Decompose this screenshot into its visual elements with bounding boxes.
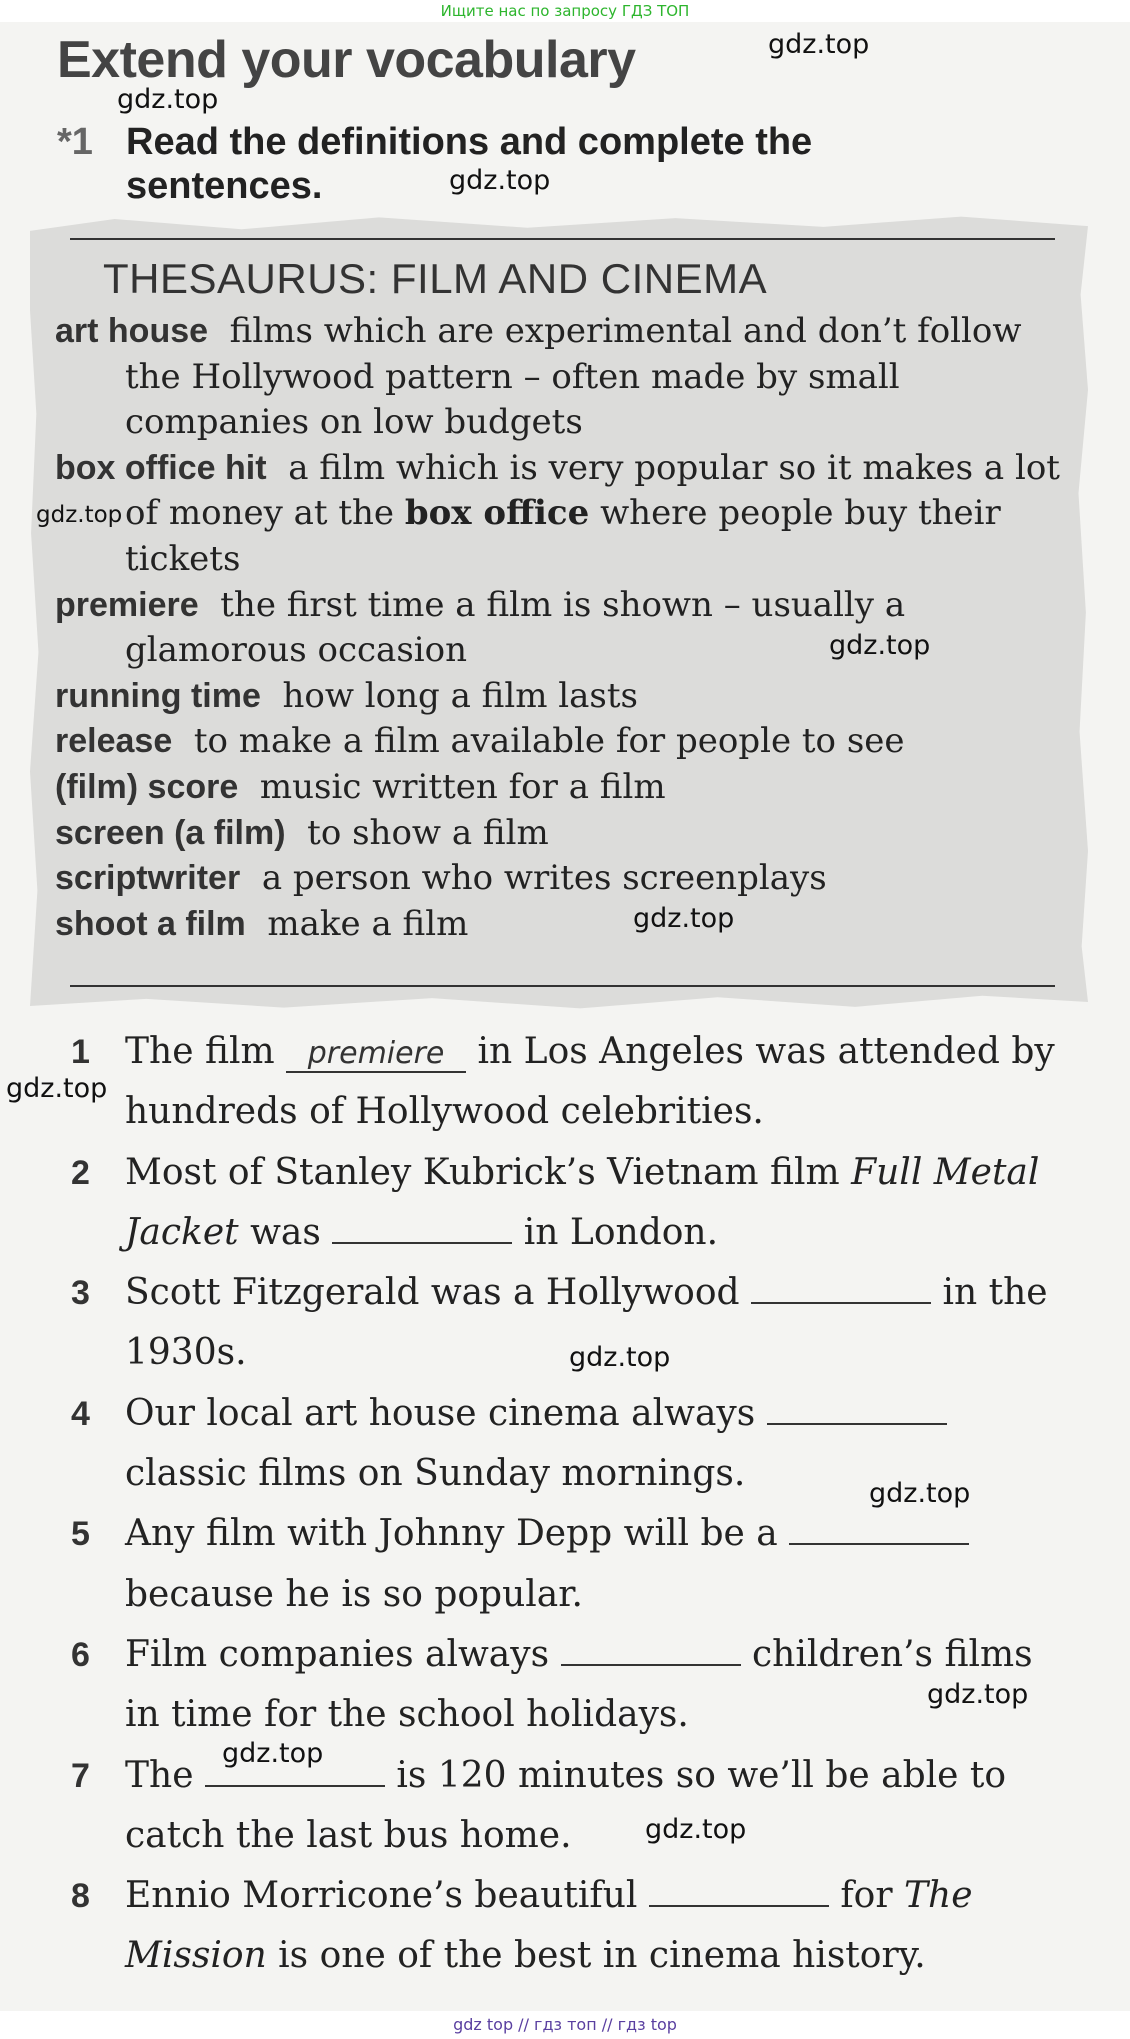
exercise-text: children’s films in time for the school holidays.	[125, 1633, 1033, 1736]
exercise-number: 7	[71, 1756, 90, 1795]
exercise-text: is one of the best in cinema history.	[278, 1935, 926, 1977]
instruction-number: *1	[57, 121, 93, 163]
exercise-text: Any film with Johnny Depp will be a	[125, 1513, 778, 1555]
definition-text: films which are experimental and don’t follow the Hollywood pattern – often made by small companies on low budgets	[125, 311, 1022, 443]
thesaurus-top-rule	[70, 238, 1055, 240]
exercise-text: for	[840, 1875, 893, 1917]
exercise-text: Film companies always	[125, 1633, 550, 1675]
exercise-text: in the 1930s.	[125, 1272, 1048, 1374]
watermark: gdz.top	[927, 1679, 1029, 1710]
watermark: gdz.top	[768, 29, 870, 60]
definition-text: a person who writes screenplays	[261, 858, 827, 899]
watermark: gdz.top	[569, 1342, 671, 1373]
definition-text: a film which is very popular so it makes a lot of money at the	[125, 447, 1060, 534]
thesaurus-bottom-rule	[70, 985, 1055, 987]
definition-bold-term: box office	[404, 493, 590, 534]
term: screen (a film)	[55, 813, 286, 852]
definition-text: how long a film lasts	[282, 675, 638, 716]
exercise-number: 5	[71, 1515, 90, 1554]
definition-release	[55, 719, 1065, 765]
exercise-text: The	[125, 1754, 194, 1796]
answer-blank[interactable]	[789, 1509, 969, 1545]
watermark: gdz.top	[449, 165, 551, 196]
top-banner[interactable]: Ищите нас по запросу ГДЗ ТОП	[0, 0, 1130, 22]
instruction-text: Read the definitions and complete the sentences.	[126, 121, 813, 207]
definition-text: where people buy their tickets	[125, 493, 1001, 579]
definition-text: the first time a film is shown – usually a glamorous occasion	[125, 584, 906, 671]
definition-text: make a film	[267, 903, 469, 944]
exercise-number: 3	[71, 1274, 90, 1313]
watermark: gdz.top	[117, 84, 219, 115]
definition-film-score	[55, 765, 1065, 811]
exercise-item-3	[57, 1263, 1077, 1384]
exercise-text: Ennio Morricone’s beautiful	[125, 1875, 638, 1917]
exercise-text: Scott Fitzgerald was a Hollywood	[125, 1272, 740, 1314]
definition-running-time	[55, 674, 1065, 720]
definition-text: music written for a film	[259, 766, 666, 807]
watermark: gdz.top	[36, 502, 123, 528]
answer-blank[interactable]: premiere	[286, 1037, 466, 1073]
exercise-item-6	[57, 1625, 1077, 1746]
term: scriptwriter	[55, 859, 241, 898]
term: premiere	[55, 585, 199, 624]
watermark: gdz.top	[6, 1073, 108, 1104]
exercise-text: classic films on Sunday mornings.	[125, 1453, 746, 1495]
exercise-text: The film	[125, 1031, 275, 1072]
watermark: gdz.top	[633, 903, 735, 934]
definition-scriptwriter	[55, 856, 1065, 902]
watermark: gdz.top	[645, 1814, 747, 1845]
watermark: gdz.top	[829, 630, 931, 661]
exercise-text: because he is so popular.	[125, 1573, 583, 1615]
definition-screen	[55, 811, 1065, 857]
exercise-number: 8	[71, 1877, 90, 1916]
term: art house	[55, 312, 209, 350]
term: (film) score	[55, 767, 239, 806]
exercise-number: 2	[71, 1153, 90, 1192]
watermark: gdz.top	[222, 1738, 324, 1769]
definition-box-office-hit	[55, 446, 1065, 583]
exercise-number: 6	[71, 1635, 90, 1674]
answer-blank[interactable]	[767, 1389, 947, 1425]
exercise-number: 4	[71, 1394, 90, 1433]
thesaurus-title: THESAURUS: FILM AND CINEMA	[103, 255, 768, 302]
exercise-text: Most of Stanley Kubrick’s Vietnam film	[125, 1151, 840, 1193]
term: shoot a film	[55, 904, 246, 943]
definition-shoot-a-film	[55, 902, 1065, 948]
answer-blank[interactable]	[561, 1630, 741, 1666]
exercise-text: in Los Angeles was attended by hundreds of Hollywood celebrities.	[125, 1031, 1055, 1133]
term: box office hit	[55, 448, 267, 487]
answer-blank[interactable]	[332, 1208, 512, 1244]
exercise-text: was	[250, 1211, 321, 1253]
exercise-text: is 120 minutes so we’ll be able to catch the last bus home.	[125, 1754, 1007, 1856]
term: running time	[55, 676, 261, 715]
definition-text: to show a film	[307, 812, 549, 853]
exercise-item-2	[57, 1143, 1077, 1264]
section-heading: Extend your vocabulary	[57, 31, 636, 89]
definition-text: to make a film available for people to see	[193, 721, 905, 762]
exercise-item-1	[57, 1022, 1077, 1143]
exercise-item-8	[57, 1866, 1077, 1987]
bottom-banner[interactable]: gdz top // гдз топ // гдз top	[0, 2011, 1130, 2039]
answer-blank[interactable]	[751, 1268, 931, 1304]
answer-blank[interactable]	[649, 1871, 829, 1907]
definitions-list	[55, 309, 1065, 947]
film-title: Full Metal Jacket	[125, 1151, 1040, 1253]
exercise-text: in London.	[523, 1211, 719, 1253]
exercise-text: Our local art house cinema always	[125, 1392, 756, 1434]
exercise-number: 1	[71, 1033, 90, 1071]
exercise-item-7	[57, 1746, 1077, 1867]
exercise-item-5	[57, 1504, 1077, 1625]
term: release	[55, 722, 173, 761]
film-title: The Mission	[125, 1875, 973, 1977]
watermark: gdz.top	[869, 1478, 971, 1509]
definition-art-house	[55, 309, 1065, 446]
